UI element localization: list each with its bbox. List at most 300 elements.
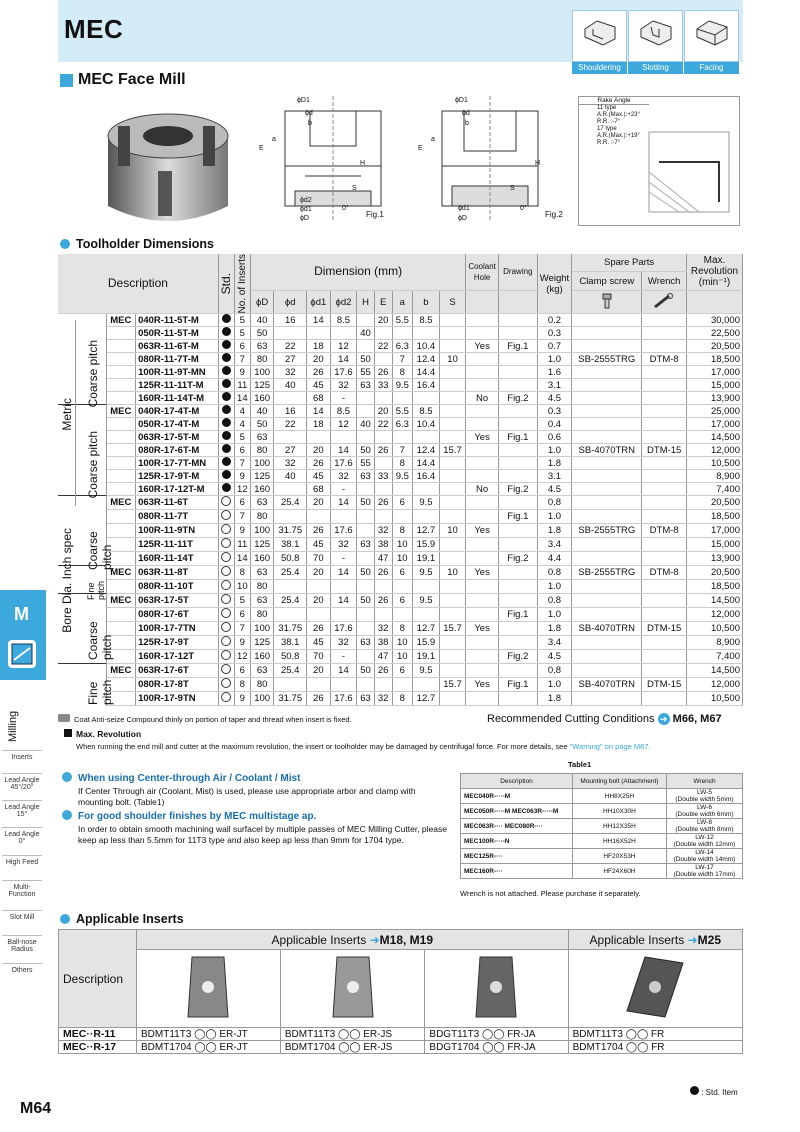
ins-type: ER-JS (363, 1041, 393, 1053)
group-coarse-4-label: Coarse pitch (86, 621, 114, 660)
cell-mx: 12,000 (687, 444, 743, 457)
nonstd-circle-icon (221, 692, 231, 702)
ins-hdr-1-ref[interactable]: M18, M19 (379, 932, 434, 947)
cell-mx: 18,500 (687, 580, 743, 594)
cell-d1: 14 (307, 314, 331, 327)
cell-d2: - (330, 552, 357, 566)
ins-type: FR (650, 1028, 665, 1040)
side-nav-ballnose[interactable]: Ball-nose Radius (2, 935, 42, 953)
cell-n: 7 (234, 353, 250, 366)
cell-H (357, 650, 375, 664)
table-row (58, 552, 743, 566)
toolholder-table (58, 254, 743, 706)
cell-mx: 15,000 (687, 538, 743, 552)
t1-wrench-name: LW-12 (695, 834, 714, 841)
cell-wr (642, 470, 687, 483)
cell-n: 9 (234, 692, 250, 706)
table-row (58, 608, 743, 622)
section-toolholder-label: Toolholder Dimensions (76, 237, 214, 251)
table-row (58, 327, 743, 340)
angle-fig2: 0° (520, 205, 527, 212)
cell-co (466, 650, 499, 664)
ins-code: BDMT11T3 (284, 1028, 336, 1040)
cell-E: 47 (374, 552, 392, 566)
model-cell: 100R-11-9TN (136, 524, 219, 538)
cell-cs (572, 392, 642, 405)
cell-D: 40 (250, 314, 274, 327)
group-metric (58, 320, 76, 506)
side-nav-lead0[interactable]: Lead Angle 0° (2, 827, 42, 845)
maxrev-title (64, 729, 141, 739)
cell-d: 25.4 (274, 664, 307, 678)
t1-wrench-name: LW-17 (695, 864, 714, 871)
dim-D-fig2: ϕD (458, 215, 467, 222)
table-row (58, 314, 743, 327)
cell-d2 (330, 510, 357, 524)
cell-H (357, 608, 375, 622)
nonstd-circle-icon (221, 608, 231, 618)
cell-dr (498, 594, 537, 608)
recommended-label: Recommended Cutting Conditions (487, 713, 655, 725)
cell-d1: 26 (307, 622, 331, 636)
cell-d2: - (330, 650, 357, 664)
cell-w: 0.3 (537, 405, 571, 418)
side-nav-multi[interactable]: Multi-Function (2, 880, 42, 898)
cell-d2: 17.6 (330, 366, 357, 379)
cell-d2: 17.6 (330, 457, 357, 470)
cutter-photo (88, 96, 248, 236)
model-cell: 063R-17-5T-M (136, 431, 219, 444)
std-cell (218, 340, 234, 353)
group-coarse-3 (80, 510, 114, 570)
cell-dr: Fig.1 (498, 608, 537, 622)
cell-a (392, 608, 413, 622)
cell-d1: 20 (307, 664, 331, 678)
bullet-icon (62, 772, 72, 782)
t1-desc: MEC040R-···-M (461, 789, 573, 804)
cell-d1 (307, 510, 331, 524)
cell-wr (642, 594, 687, 608)
angle-fig1: 0° (342, 205, 349, 212)
cell-co (466, 664, 499, 678)
cell-S (439, 470, 466, 483)
cell-wr (642, 327, 687, 340)
cell-d (274, 392, 307, 405)
cell-d2: 8.5 (330, 314, 357, 327)
square-bullet-icon (64, 729, 72, 737)
t1-bolt: HF20X53H (572, 849, 666, 864)
cell-mx: 13,900 (687, 552, 743, 566)
facing-icon (684, 10, 739, 62)
group-bore (58, 508, 76, 705)
cell-cs (572, 552, 642, 566)
dim-b-fig1: b (308, 120, 312, 127)
table-row (58, 457, 743, 470)
ins-type: FR-JA (507, 1041, 536, 1053)
cell-dr (498, 444, 537, 457)
cell-cs (572, 431, 642, 444)
cell-E (374, 392, 392, 405)
std-cell (218, 431, 234, 444)
fig2-label: Fig.2 (545, 210, 563, 219)
cell-d (274, 431, 307, 444)
t1-desc: MEC063R-··· MEC080R-··· (461, 819, 573, 834)
cell-d1: 20 (307, 566, 331, 580)
model-cell: 160R-17-12T (136, 650, 219, 664)
cell-co (466, 470, 499, 483)
std-cell (218, 314, 234, 327)
coolant-title-text: When using Center-through Air / Coolant / Mist (78, 773, 301, 784)
cell-co: Yes (466, 622, 499, 636)
side-nav-highfeed[interactable]: High Feed (2, 855, 42, 866)
cell-D: 100 (250, 366, 274, 379)
cell-co (466, 457, 499, 470)
cell-dr: Fig.2 (498, 552, 537, 566)
cell-S (439, 636, 466, 650)
insert-fr-ja-image (425, 950, 568, 1028)
t1-bolt: HF24X60H (572, 864, 666, 879)
cell-n: 9 (234, 470, 250, 483)
cell-S (439, 366, 466, 379)
t1-hdr-bolt: Mounting bolt (Attachment) (572, 774, 666, 789)
cell-d2: 32 (330, 379, 357, 392)
fig1-drawing (255, 96, 415, 226)
model-cell: 125R-11-11T-M (136, 379, 219, 392)
side-milling-label: Milling (7, 710, 19, 742)
cell-D: 80 (250, 678, 274, 692)
cell-co (466, 608, 499, 622)
ins-type: ER-JT (219, 1041, 248, 1053)
t1-wrench-width: (Double width 6mm) (675, 811, 734, 818)
nonstd-circle-icon (221, 594, 231, 604)
finish-text: In order to obtain smooth machining wall surfacel by multiple passes of MEC Milling Cutter, please keep ap less than 5.5mm for 11T3 type and also keep ap less than 9mm for 1704 type. (78, 824, 447, 845)
cell-H (357, 552, 375, 566)
t1-wrench-name: LW-5 (697, 789, 712, 796)
side-tab-M-label: M (14, 604, 29, 624)
table-row (58, 496, 743, 510)
cell-d2 (330, 327, 357, 340)
dim-D1-fig1: ϕD1 (297, 97, 310, 104)
cell-dr (498, 470, 537, 483)
cell-d2: - (330, 483, 357, 496)
app-label-shouldering: Shouldering (572, 62, 627, 74)
cell-a: 9.5 (392, 379, 413, 392)
cell-S (439, 327, 466, 340)
hdr-wrench: Wrench (642, 272, 687, 290)
hdr-dimension: Dimension (mm) (250, 254, 465, 290)
t1-desc: MEC160R-··· (461, 864, 573, 879)
cell-E: 26 (374, 566, 392, 580)
t1-wrench (666, 864, 742, 879)
cell-D: 125 (250, 538, 274, 552)
subtitle: MEC Face Mill (78, 71, 186, 88)
t1-desc: MEC100R-···-N (461, 834, 573, 849)
std-cell (218, 692, 234, 706)
cell-co: Yes (466, 566, 499, 580)
cell-co: Yes (466, 678, 499, 692)
std-cell (218, 379, 234, 392)
std-cell (218, 405, 234, 418)
ins-code: BDMT11T3 (141, 1028, 192, 1040)
cell-d1: 45 (307, 538, 331, 552)
cell-dr (498, 538, 537, 552)
cell-d: 27 (274, 353, 307, 366)
shouldering-icon (572, 10, 627, 62)
hdr-d2: ϕd2 (330, 290, 357, 314)
cell-H: 55 (357, 366, 375, 379)
cell-dr: Fig.1 (498, 431, 537, 444)
cell-d1: 70 (307, 650, 331, 664)
cell-H: 50 (357, 566, 375, 580)
cell-d: 16 (274, 314, 307, 327)
std-dot-icon (222, 392, 231, 401)
cell-b: 9.5 (413, 496, 440, 510)
cell-dr (498, 405, 537, 418)
dim-d-fig1: ϕd (305, 110, 313, 117)
hdr-a: a (392, 290, 413, 314)
cell-a: 7 (392, 353, 413, 366)
cell-dr: Fig.2 (498, 483, 537, 496)
cell-d1 (307, 327, 331, 340)
group-coarse-1-label: Coarse pitch (86, 340, 100, 408)
cell-n: 12 (234, 650, 250, 664)
cell-cs: SB-2555TRG (572, 566, 642, 580)
cell-w: 0.8 (537, 496, 571, 510)
inserts-table (58, 929, 743, 1054)
finish-title (62, 810, 316, 822)
cell-cs: SB-4070TRN (572, 678, 642, 692)
table-row (58, 594, 743, 608)
cell-H (357, 340, 375, 353)
cell-dr (498, 664, 537, 678)
side-nav-lead45[interactable]: Lead Angle 45°/20° (2, 773, 42, 791)
ins-row-11-c2: BDMT11T3 ◯◯ ER-JS (280, 1028, 425, 1041)
cell-d2: 32 (330, 470, 357, 483)
cell-d2: - (330, 392, 357, 405)
std-cell (218, 622, 234, 636)
cell-co (466, 580, 499, 594)
cell-d2 (330, 678, 357, 692)
cell-a (392, 483, 413, 496)
group-fine-1 (80, 576, 106, 600)
cell-w: 0.3 (537, 327, 571, 340)
ins-code: BDGT11T3 (429, 1028, 480, 1040)
insert-er-js-image (280, 950, 425, 1028)
cell-H (357, 483, 375, 496)
antiseize-text: Coat Anti-seize Compound thinly on portion of taper and thread when insert is fixed. (74, 715, 352, 724)
series-cell (106, 379, 136, 392)
group-coarse-4 (80, 600, 114, 660)
cell-w: 1.8 (537, 457, 571, 470)
cell-a: 6 (392, 496, 413, 510)
t1-bolt: HH8X25H (572, 789, 666, 804)
std-cell (218, 510, 234, 524)
cell-d: 38.1 (274, 636, 307, 650)
cell-mx: 7,400 (687, 483, 743, 496)
recommended-link[interactable] (487, 713, 722, 725)
cell-H: 50 (357, 594, 375, 608)
cell-mx: 8,900 (687, 470, 743, 483)
cell-d (274, 483, 307, 496)
table-row (58, 379, 743, 392)
hdr-b: b (413, 290, 440, 314)
cell-dr (498, 524, 537, 538)
cell-cs: SB-4070TRN (572, 444, 642, 457)
cell-E: 38 (374, 538, 392, 552)
cell-w: 1.0 (537, 580, 571, 594)
cell-d: 25.4 (274, 566, 307, 580)
cell-D: 63 (250, 431, 274, 444)
side-milling (5, 690, 27, 750)
cell-d2: 14 (330, 496, 357, 510)
cell-d1 (307, 678, 331, 692)
dim-D1-fig2: ϕD1 (455, 97, 468, 104)
std-dot-icon (222, 379, 231, 388)
side-nav-lead15[interactable]: Lead Angle 15° (2, 800, 42, 818)
dim-H-fig2: H (535, 160, 541, 167)
cell-d: 50.8 (274, 650, 307, 664)
cell-dr (498, 379, 537, 392)
nonstd-circle-icon (221, 664, 231, 674)
nonstd-circle-icon (221, 566, 231, 576)
cell-co (466, 496, 499, 510)
cell-D: 80 (250, 608, 274, 622)
t1-wrench (666, 804, 742, 819)
hdr-std-text: Std. (218, 273, 233, 295)
hdr-weight: Weight (kg) (537, 254, 571, 314)
cell-a: 8 (392, 524, 413, 538)
ins-hdr-desc: Description (59, 930, 137, 1028)
cell-mx: 8,900 (687, 636, 743, 650)
cell-cs (572, 366, 642, 379)
hdr-E: E (374, 290, 392, 314)
cell-w: 0.8 (537, 664, 571, 678)
t1-wrench-width: (Double width 17mm) (673, 871, 736, 878)
nonstd-circle-icon (221, 524, 231, 534)
std-cell (218, 444, 234, 457)
std-cell (218, 353, 234, 366)
cell-b: 19.1 (413, 650, 440, 664)
rake-l1: 11 type (597, 105, 617, 111)
t1-wrench-name: LW-6 (697, 804, 712, 811)
cell-S (439, 552, 466, 566)
cell-d2 (330, 608, 357, 622)
table-row (58, 366, 743, 379)
cell-wr: DTM-8 (642, 566, 687, 580)
cell-D: 63 (250, 496, 274, 510)
nonstd-circle-icon (221, 538, 231, 548)
cell-wr (642, 552, 687, 566)
cell-wr (642, 664, 687, 678)
std-cell (218, 327, 234, 340)
t1-hdr-desc: Description (461, 774, 573, 789)
cell-dr (498, 366, 537, 379)
cell-H: 50 (357, 353, 375, 366)
side-nav-others[interactable]: Others (2, 963, 42, 974)
cell-w: 3.4 (537, 538, 571, 552)
cell-w: 0.8 (537, 594, 571, 608)
cell-H: 40 (357, 327, 375, 340)
cell-w: 0.8 (537, 566, 571, 580)
cell-n: 7 (234, 622, 250, 636)
cell-n: 5 (234, 314, 250, 327)
hdr-spare: Spare Parts (572, 254, 687, 272)
cell-b: 10.4 (413, 340, 440, 353)
cell-mx: 10,500 (687, 692, 743, 706)
cell-dr (498, 418, 537, 431)
cell-mx: 20,500 (687, 566, 743, 580)
cell-D: 125 (250, 470, 274, 483)
cell-dr: Fig.1 (498, 340, 537, 353)
table-row (58, 510, 743, 524)
series-cell: MEC (106, 496, 136, 510)
cell-a: 6 (392, 664, 413, 678)
cell-H: 63 (357, 379, 375, 392)
cell-wr (642, 392, 687, 405)
cell-d (274, 580, 307, 594)
group-coarse-3-label: Coarse pitch (86, 531, 114, 570)
cell-w: 3.1 (537, 470, 571, 483)
cell-S (439, 379, 466, 392)
t1-desc: MEC125R-··· (461, 849, 573, 864)
hdr-d1: ϕd1 (307, 290, 331, 314)
cell-d1: 45 (307, 379, 331, 392)
cell-mx: 12,000 (687, 608, 743, 622)
hdr-drawing-blank (498, 290, 537, 314)
cell-d1: 18 (307, 340, 331, 353)
cell-w: 1.0 (537, 608, 571, 622)
cell-b (413, 483, 440, 496)
model-cell: 040R-11-5T-M (136, 314, 219, 327)
cell-S (439, 510, 466, 524)
hdr-std (218, 254, 234, 314)
cell-H: 63 (357, 636, 375, 650)
side-nav-slot[interactable]: Slot Mill (2, 910, 42, 921)
series-cell (106, 444, 136, 457)
cell-d2 (330, 431, 357, 444)
dim-E-fig2: E (418, 145, 423, 152)
cell-d1 (307, 608, 331, 622)
cell-H (357, 524, 375, 538)
maxrev-link[interactable]: "Warning" on page M67. (569, 742, 651, 751)
cell-d: 25.4 (274, 496, 307, 510)
cell-w: 1.0 (537, 510, 571, 524)
group-fine-2 (80, 670, 114, 705)
side-nav-inserts[interactable]: Inserts (2, 750, 42, 761)
cell-co (466, 353, 499, 366)
model-cell: 050R-17-4T-M (136, 418, 219, 431)
rake-l5: A.R.(Max.):+19° (597, 133, 640, 139)
rake-diagram (639, 122, 739, 222)
cell-d (274, 327, 307, 340)
cell-b: 16.4 (413, 470, 440, 483)
std-cell (218, 470, 234, 483)
table-row (58, 692, 743, 706)
ins-code: BDMT1704 (572, 1041, 624, 1053)
cell-wr (642, 692, 687, 706)
ins-hdr-2-ref[interactable]: M25 (697, 932, 722, 947)
cell-D: 80 (250, 353, 274, 366)
hdr-maxrev: Max. Revolution (min⁻¹) (687, 254, 743, 290)
nonstd-circle-icon (221, 496, 231, 506)
cell-d2: 12 (330, 340, 357, 353)
cell-n: 7 (234, 510, 250, 524)
cell-a (392, 678, 413, 692)
cell-mx: 17,000 (687, 366, 743, 379)
model-cell: 063R-11-6T (136, 496, 219, 510)
ins-code: BDGT1704 (429, 1041, 480, 1053)
cell-S (439, 650, 466, 664)
